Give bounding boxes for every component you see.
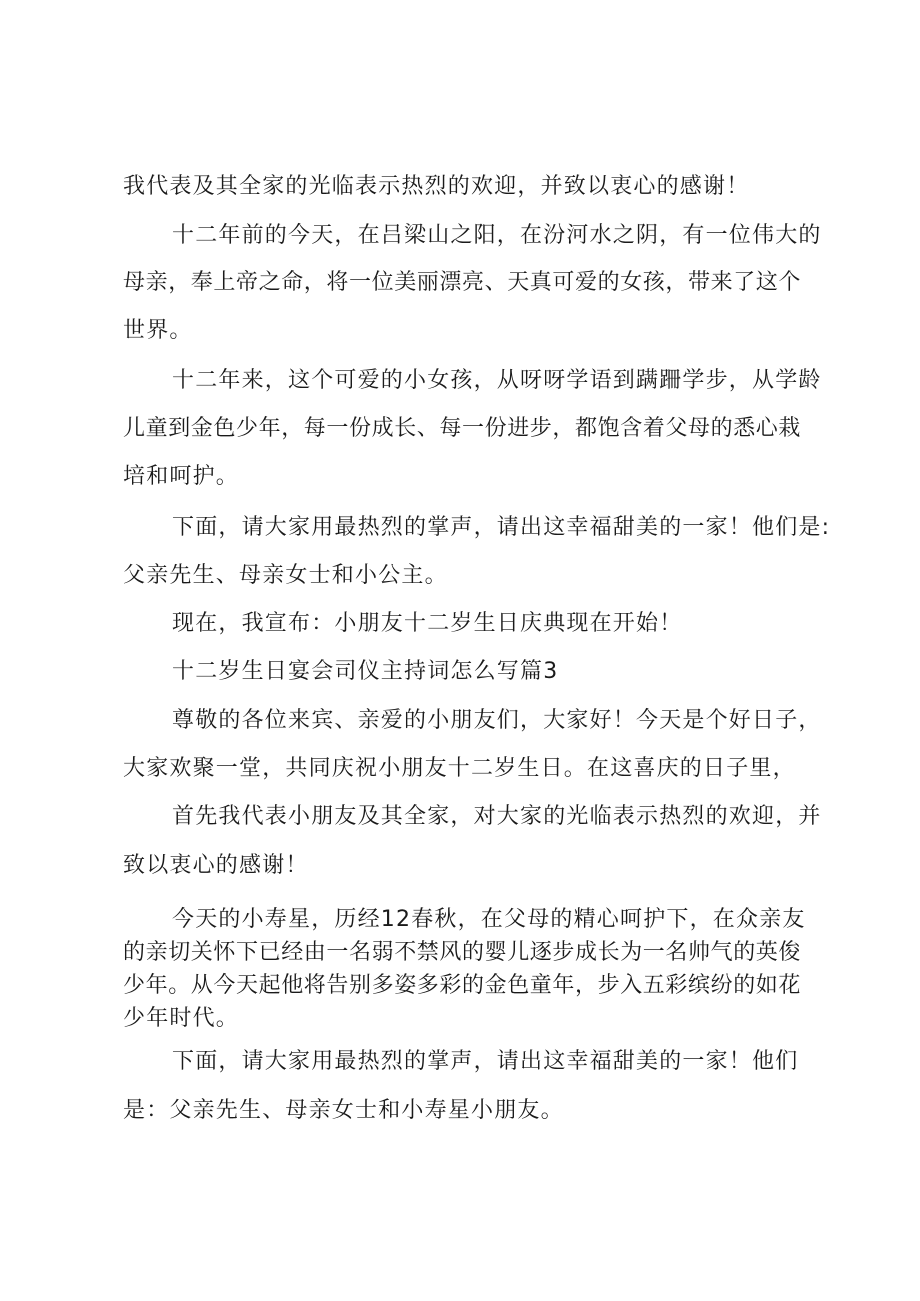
paragraph-line: 致以衷心的感谢！ (123, 853, 309, 878)
paragraph-line: 世界。 (123, 318, 193, 343)
paragraph-line: 培和呵护。 (123, 464, 240, 489)
paragraph-line: 十二年来，这个可爱的小女孩，从呀呀学语到蹒跚学步，从学龄 (172, 368, 822, 393)
paragraph-line: 下面，请大家用最热烈的掌声，请出这幸福甜美的一家！他们是: (172, 515, 831, 540)
paragraph-line: 十二年前的今天，在吕梁山之阳，在汾河水之阴，有一位伟大的 (172, 223, 822, 248)
paragraph-line: 母亲，奉上帝之命，将一位美丽漂亮、天真可爱的女孩，带来了这个 (123, 270, 802, 295)
text-line: 我代表及其全家的光临表示热烈的欢迎，并致以衷心的感谢！ (123, 174, 750, 199)
paragraph-line: 大家欢聚一堂，共同庆祝小朋友十二岁生日。在这喜庆的日子里， (123, 756, 796, 781)
paragraph-line: 的亲切关怀下已经由一名弱不禁风的婴儿逐步成长为一名帅气的英俊 (123, 940, 802, 965)
paragraph-line: 儿童到金色少年，每一份成长、每一份进步，都饱含着父母的悉心栽 (123, 416, 802, 441)
paragraph-line: 现在，我宣布：小朋友十二岁生日庆典现在开始！ (172, 611, 683, 636)
paragraph-line: 是：父亲先生、母亲女士和小寿星小朋友。 (123, 1098, 564, 1123)
paragraph-line: 少年时代。 (123, 1006, 240, 1031)
paragraph-line: 父亲先生、母亲女士和小公主。 (123, 563, 448, 588)
paragraph-line: 首先我代表小朋友及其全家，对大家的光临表示热烈的欢迎，并 (172, 804, 822, 829)
paragraph-line: 少年。从今天起他将告别多姿多彩的金色童年，步入五彩缤纷的如花 (123, 973, 802, 998)
paragraph-line: 今天的小寿星，历经12春秋，在父母的精心呵护下，在众亲友 (172, 907, 806, 932)
paragraph-line: 下面，请大家用最热烈的掌声，请出这幸福甜美的一家！他们 (172, 1049, 799, 1074)
section-heading: 十二岁生日宴会司仪主持词怎么写篇3 (172, 659, 559, 684)
paragraph-line: 尊敬的各位来宾、亲爱的小朋友们，大家好！今天是个好日子， (172, 708, 822, 733)
